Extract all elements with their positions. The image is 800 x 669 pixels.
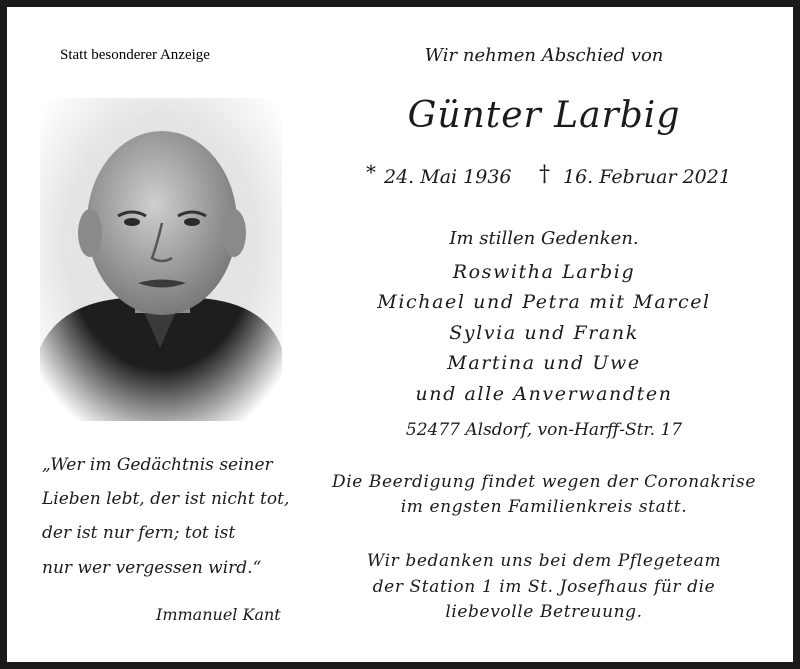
quote-line: Lieben lebt, der ist nicht tot, [42, 489, 290, 509]
mourner-line: Michael und Petra mit Marcel [377, 291, 711, 313]
birth-date: 24. Mai 1936 [384, 166, 512, 188]
remembrance-text: Im stillen Gedenken. [449, 228, 639, 249]
mourner-line: Roswitha Larbig [452, 261, 636, 283]
portrait-photo [40, 98, 282, 421]
mourner-line: Martina und Uwe [447, 352, 641, 374]
address: 52477 Alsdorf, von-Harff-Str. 17 [405, 420, 683, 440]
notice-label: Statt besonderer Anzeige [60, 47, 210, 63]
intro-text: Wir nehmen Abschied von [424, 45, 664, 66]
quote-line: der ist nur fern; tot ist [42, 523, 236, 543]
thanks-note-line: der Station 1 im St. Josefhaus für die [372, 577, 716, 597]
mourner-line: Sylvia und Frank [449, 322, 639, 344]
deceased-name: Günter Larbig [407, 95, 681, 136]
thanks-note-line: Wir bedanken uns bei dem Pflegeteam [366, 551, 722, 571]
birth-symbol: * [366, 160, 376, 184]
thanks-note-line: liebevolle Betreuung. [445, 602, 643, 622]
death-symbol: † [539, 162, 550, 187]
quote-line: nur wer vergessen wird.“ [42, 558, 262, 578]
mourner-line: und alle Anverwandten [415, 383, 673, 405]
funeral-note-line: Die Beerdigung findet wegen der Coronakrise [331, 472, 757, 492]
quote-line: „Wer im Gedächtnis seiner [42, 455, 273, 475]
death-date: 16. Februar 2021 [563, 166, 731, 188]
funeral-note-line: im engsten Familienkreis statt. [400, 497, 688, 517]
quote-author: Immanuel Kant [156, 605, 281, 624]
